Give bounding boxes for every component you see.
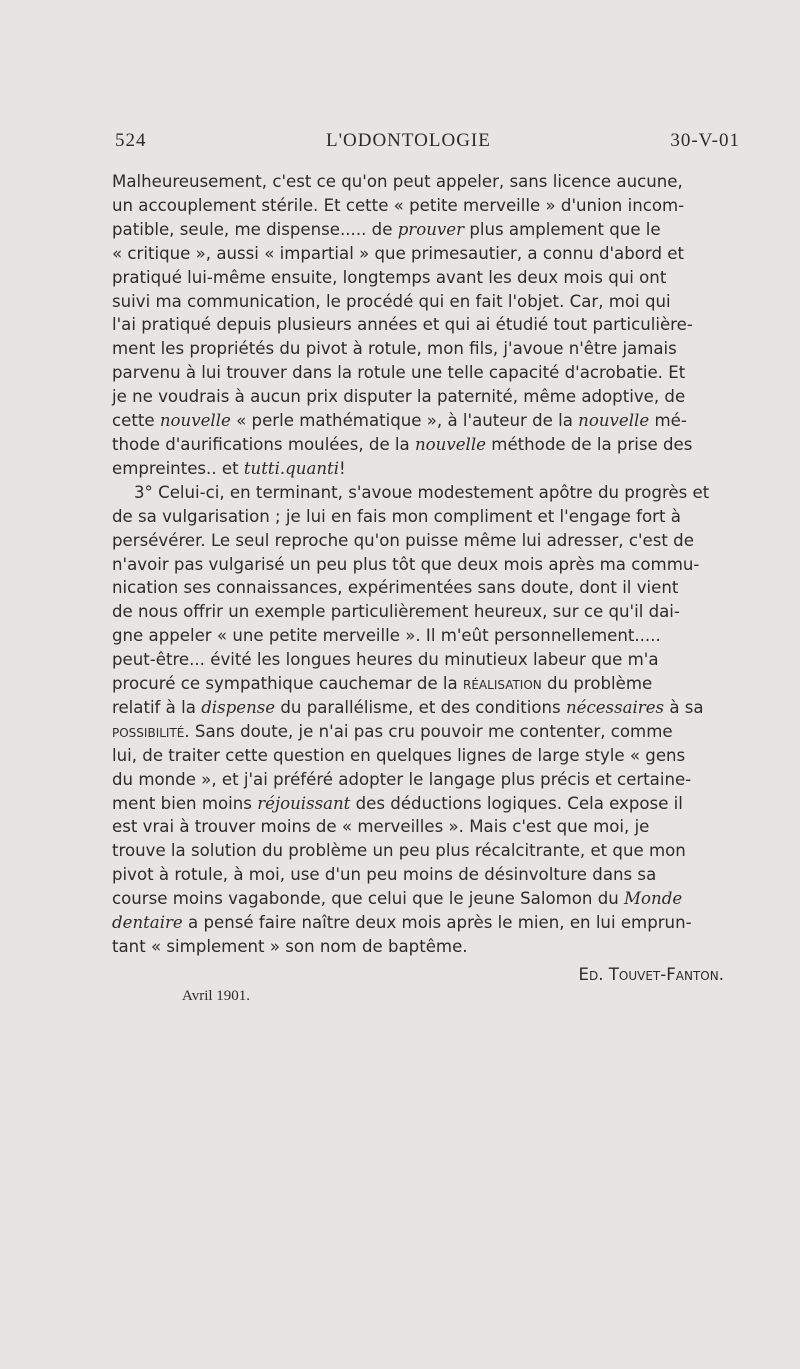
text-line: persévérer. Le seul reproche qu'on puisse même lui adresser, c'est de (112, 530, 694, 550)
text-line: lui, de traiter cette question en quelques lignes de large style « gens (112, 745, 686, 765)
text-line: gne appeler « une petite merveille ». Il m'eût personnellement..... (112, 626, 661, 646)
author-signature: Ed. Touvet-Fanton. (578, 964, 724, 984)
text-line: de sa vulgarisation ; je lui en fais mon compliment et l'engage fort à (112, 506, 681, 526)
text-line: ment les propriétés du pivot à rotule, mon fils, j'avoue n'être jamais (112, 339, 677, 359)
text-line: empreintes.. et tutti.quanti! (112, 458, 346, 478)
text-line: n'avoir pas vulgarisé un peu plus tôt que deux mois après ma commu- (112, 554, 700, 574)
text-line: cette nouvelle « perle mathématique », à l'auteur de la nouvelle mé- (112, 411, 687, 431)
text-line: « critique », aussi « impartial » que primesautier, a connu d'abord et (112, 243, 684, 263)
text-line: peut-être... évité les longues heures du minutieux labeur que m'a (112, 650, 659, 670)
text-line: course moins vagabonde, que celui que le jeune Salomon du Monde (112, 889, 683, 909)
running-header (115, 130, 740, 152)
text-line: pratiqué lui-même ensuite, longtemps avant les deux mois qui ont (112, 267, 667, 287)
text-line: ment bien moins réjouissant des déductions logiques. Cela expose il (112, 793, 683, 813)
text-line: l'ai pratiqué depuis plusieurs années et qui ai étudié tout particulière- (112, 315, 693, 335)
issue-date: 30-V-01 (670, 130, 740, 151)
text-line: tant « simplement » son nom de baptême. (112, 937, 468, 956)
page-number: 524 (115, 130, 147, 151)
text-line: patible, seule, me dispense..... de prouver plus amplement que le (112, 219, 661, 239)
text-line: dentaire a pensé faire naître deux mois après le mien, en lui emprun- (112, 913, 692, 933)
text-line: 3° Celui-ci, en terminant, s'avoue modestement apôtre du progrès et (134, 482, 710, 502)
text-line: suivi ma communication, le procédé qui en fait l'objet. Car, moi qui (112, 291, 671, 311)
text-line: un accouplement stérile. Et cette « petite merveille » d'union incom- (112, 195, 685, 215)
dateline: Avril 1901. (182, 988, 251, 1004)
text-line: thode d'aurifications moulées, de la nouvelle méthode de la prise des (112, 434, 693, 454)
text-line: nication ses connaissances, expérimentées sans doute, dont il vient (112, 578, 679, 598)
text-line: possibilité. Sans doute, je n'ai pas cru pouvoir me contenter, comme (112, 721, 673, 741)
text-line: je ne voudrais à aucun prix disputer la paternité, même adoptive, de (112, 387, 686, 407)
text-line: est vrai à trouver moins de « merveilles ». Mais c'est que moi, je (112, 817, 650, 837)
text-line: de nous offrir un exemple particulièrement heureux, sur ce qu'il dai- (112, 602, 680, 622)
article-body (112, 170, 742, 987)
text-line: relatif à la dispense du parallélisme, et des conditions nécessaires à sa (112, 697, 704, 717)
text-line: trouve la solution du problème un peu plus récalcitrante, et que mon (112, 841, 686, 861)
text-line: du monde », et j'ai préféré adopter le langage plus précis et certaine- (112, 769, 692, 789)
text-line: parvenu à lui trouver dans la rotule une telle capacité d'acrobatie. Et (112, 363, 686, 383)
journal-title: L'ODONTOLOGIE (325, 130, 491, 151)
text-line: Malheureusement, c'est ce qu'on peut appeler, sans licence aucune, (112, 172, 683, 191)
text-line: procuré ce sympathique cauchemar de la réalisation du problème (112, 674, 653, 694)
text-line: pivot à rotule, à moi, use d'un peu moins de désinvolture dans sa (112, 865, 657, 885)
